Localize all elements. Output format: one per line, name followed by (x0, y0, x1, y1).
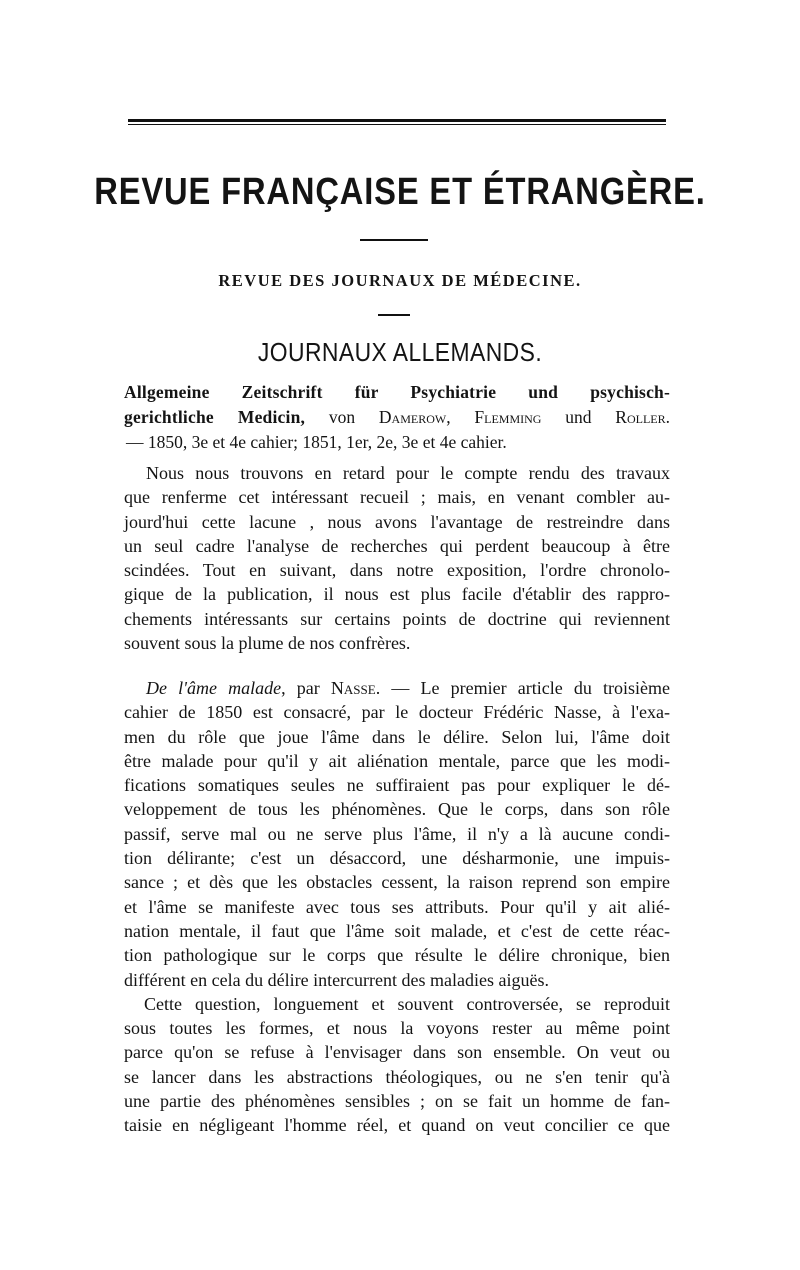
journal-authors-line (124, 405, 670, 430)
text-line: être malade pour qu'il y ait aliénation mentale, parce que les modi- (124, 750, 670, 771)
main-title: REVUE FRANÇAISE ET ÉTRANGÈRE. (94, 171, 706, 213)
article-title: De l'âme malade (146, 678, 282, 698)
article-heading-line (124, 676, 670, 700)
text-line: que renferme cet intéressant recueil ; mais, en venant combler au- (124, 487, 670, 508)
separator: , (446, 407, 475, 427)
text-line: taisie en négligeant l'homme réel, et quand on veut concilier ce que (124, 1115, 670, 1136)
author-roller: Roller (615, 407, 666, 427)
section-divider (378, 314, 410, 316)
article-lead-text: . — Le premier article du troisième (375, 678, 670, 698)
von-text: von (305, 407, 379, 427)
header-double-rule-bottom (128, 124, 666, 125)
text-line: gique de la publication, il nous est plus facile d'établir des rappro- (124, 584, 670, 605)
text-line: scindées. Tout en suivant, dans notre exposition, l'ordre chronolo- (124, 560, 670, 581)
header-double-rule-top (128, 119, 666, 122)
text-line: Cette question, longuement et souvent controversée, se reproduit (144, 993, 670, 1014)
paragraph-intro (124, 461, 670, 655)
text-line: sance ; et dès que les obstacles cessent, la raison reprend son empire (124, 872, 670, 893)
text-line: et l'âme se manifeste avec tous ses attributs. Pour qu'il y ait alié- (124, 896, 670, 917)
text-line: Nous nous trouvons en retard pour le compte rendu des travaux (146, 463, 670, 483)
text-line: sous toutes les formes, et nous la voyons rester au même point (124, 1018, 670, 1039)
text-line: jourd'hui cette lacune , nous avons l'avantage de restreindre dans (124, 511, 670, 532)
text-line: se lancer dans les abstractions théologiques, ou ne s'en tenir qu'à (124, 1066, 670, 1087)
bibliographic-reference (124, 380, 670, 455)
text-line: tion pathologique sur le corps que résulte le délire chronique, bien (124, 945, 670, 966)
text-line: souvent sous la plume de nos confrères. (124, 633, 411, 654)
author-flemming: Flemming (474, 407, 542, 427)
title-divider (360, 239, 428, 241)
und-text: und (541, 407, 616, 427)
par-text: , par (281, 678, 331, 698)
text-line: parce qu'on se refuse à l'envisager dans son ensemble. On veut ou (124, 1042, 670, 1063)
text-line: un seul cadre l'analyse de recherches qui perdent beaucoup à être (124, 535, 670, 556)
author-damerow: Damerow (378, 407, 447, 427)
journal-title: Allgemeine Zeitschrift für Psychiatrie und psychisch- (124, 382, 670, 402)
journal-title-continued: gerichtliche Medicin, (124, 407, 306, 427)
text-line: men du rôle que joue l'âme dans le délire. Selon lui, l'âme doit (124, 726, 670, 747)
text-line: veloppement de tous les phénomènes. Que le corps, dans son rôle (124, 799, 670, 820)
section-title: REVUE DES JOURNAUX DE MÉDECINE. (218, 271, 582, 290)
text-line: nation mentale, il faut que l'âme soit malade, et c'est de cette réac- (124, 920, 670, 941)
text-line: différent en cela du délire intercurrent des maladies aiguës. (124, 969, 549, 990)
text-line: chements intéressants sur certains points de doctrine qui reviennent (124, 608, 670, 629)
text-line: une partie des phénomènes sensibles ; on se fait un homme de fan- (124, 1091, 670, 1112)
sub-title: JOURNAUX ALLEMANDS. (257, 337, 543, 367)
text-line: cahier de 1850 est consacré, par le docteur Frédéric Nasse, à l'exa- (124, 702, 670, 723)
article-author: Nasse (330, 678, 376, 698)
issues-line: — 1850, 3e et 4e cahier; 1851, 1er, 2e, 3e et 4e cahier. (126, 432, 507, 452)
journal-title-line (124, 380, 670, 405)
end-period: . (665, 407, 670, 427)
paragraph-article (124, 676, 670, 1138)
text-line: tion délirante; c'est un désaccord, une désharmonie, une impuis- (124, 848, 670, 869)
text-line: fications somatiques seules ne suffiraient pas pour expliquer le dé- (124, 775, 670, 796)
text-line: passif, serve mal ou ne serve plus l'âme, il n'y a là aucune condi- (124, 823, 670, 844)
